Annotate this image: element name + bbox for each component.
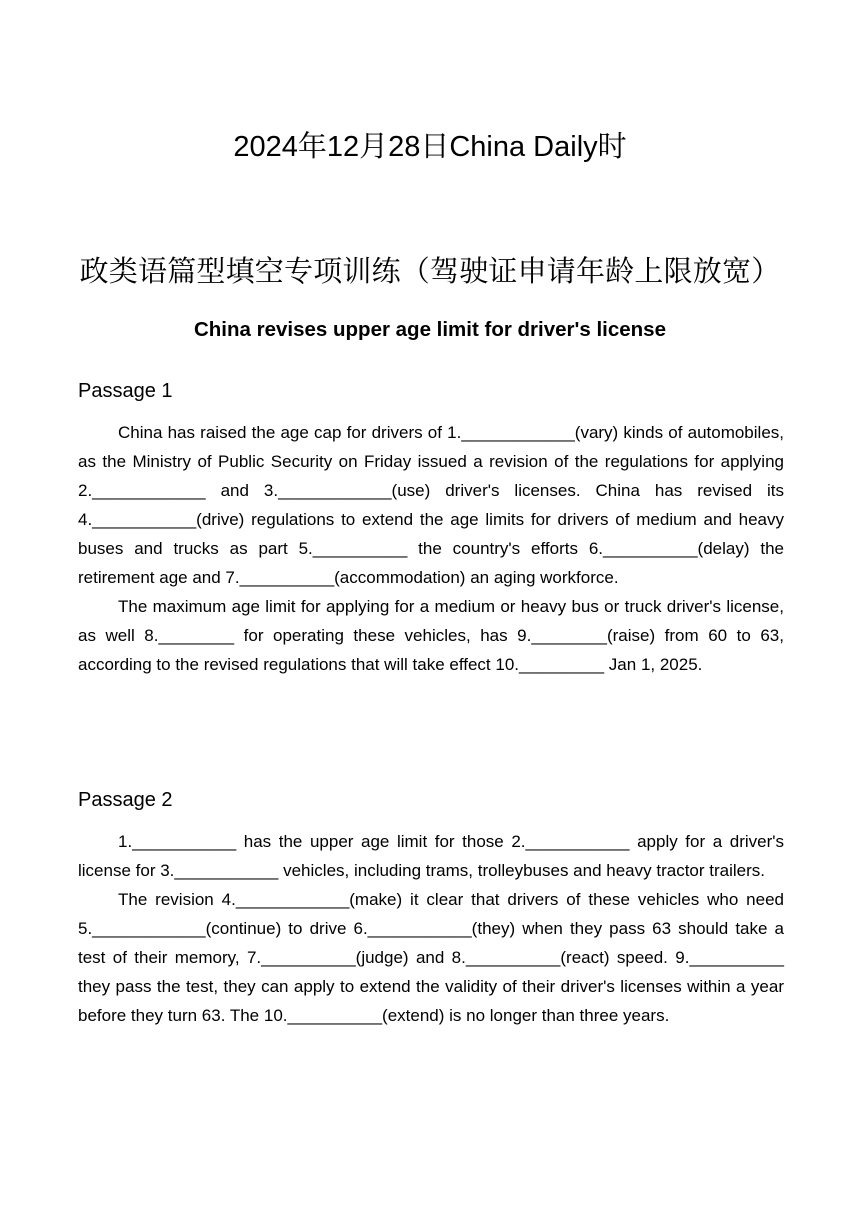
article-subtitle: China revises upper age limit for driver's license — [193, 318, 666, 341]
passage-2-paragraph-2: The revision 4.____________(make) it clear that drivers of these vehicles who need 5.____________(continue) to drive 6.___________(they) when they pass 63 should take a test of their memory, 7.__________(judge) and 8.__________(react) speed. 9.__________ they pass the test, they can apply to extend the validity of their driver's licenses within a year before they turn 63. The 10.__________(extend) is no longer than three years. — [78, 890, 784, 1025]
document-title-line-2: 政类语篇型填空专项训练（驾驶证申请年龄上限放宽） — [79, 256, 781, 288]
document-title-line-1: 2024年12月28日China Daily时 — [233, 131, 627, 163]
passage-2-heading: Passage 2 — [78, 789, 173, 811]
passage-1-heading: Passage 1 — [78, 380, 173, 402]
passage-1-body — [78, 418, 784, 679]
passage-1-paragraph-2: The maximum age limit for applying for a medium or heavy bus or truck driver's license, as well 8.________ for operating these vehicles, has 9.________(raise) from 60 to 63, according to the revised regulations that will take effect 10._________ Jan 1, 2025. — [78, 597, 784, 674]
passage-2-paragraph-1: 1.___________ has the upper age limit for those 2.___________ apply for a driver's license for 3.___________ vehicles, including trams, trolleybuses and heavy tractor trailers. — [78, 832, 784, 880]
passage-1-paragraph-1: China has raised the age cap for drivers of 1.____________(vary) kinds of automobiles, as the Ministry of Public Security on Friday issued a revision of the regulations for applying 2.____________ and 3.____________(use) driver's licenses. China has revised its 4.___________(drive) regulations to extend the age limits for drivers of medium and heavy buses and trucks as part 5.__________ the country's efforts 6.__________(delay) the retirement age and 7.__________(accommodation) an aging workforce. — [78, 423, 784, 587]
passage-2-body — [78, 827, 784, 1030]
